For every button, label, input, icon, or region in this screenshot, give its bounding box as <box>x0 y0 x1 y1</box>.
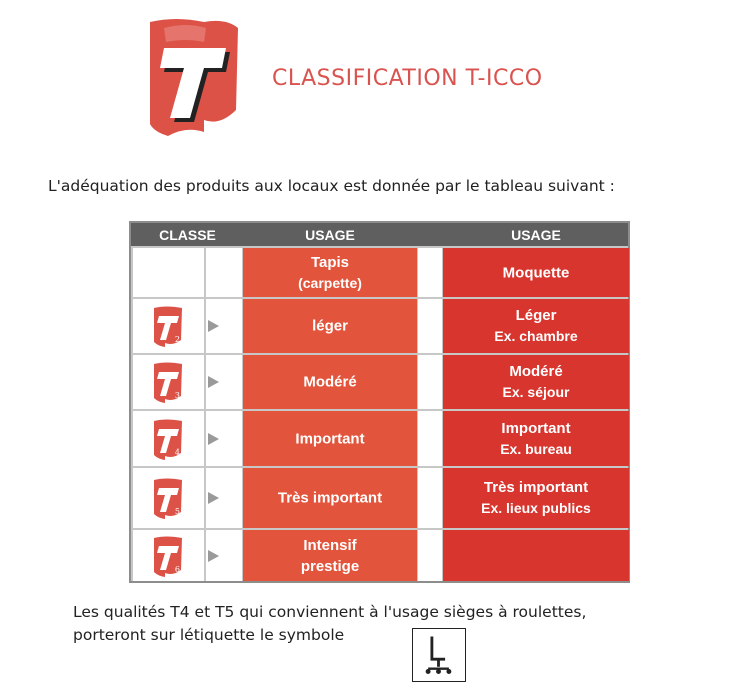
table-row <box>131 468 628 528</box>
usage2-line: Ex. séjour <box>502 384 570 400</box>
t-class-icon <box>151 360 185 404</box>
usage1-line: Tapis <box>310 253 350 271</box>
arrow-icon <box>208 376 219 388</box>
office-chair-icon <box>413 629 464 680</box>
usage1-line: Intensif <box>303 536 357 554</box>
class-number: 3 <box>174 391 180 400</box>
usage1-line: léger <box>312 317 348 335</box>
usage2-line: Ex. bureau <box>500 440 572 457</box>
footer-line: porteront sur létiquette le symbole <box>73 626 345 644</box>
table-row-header-usage <box>131 248 628 297</box>
page-title: CLASSIFICATION T-ICCO <box>272 66 543 91</box>
usage2-line: Modéré <box>509 363 563 380</box>
usage1-line: Important <box>295 430 365 447</box>
usage1-line: prestige <box>300 557 360 575</box>
t-class-icon <box>151 304 185 348</box>
usage2-line: Léger <box>515 307 557 324</box>
header-usage-1: USAGE <box>305 227 355 243</box>
table-row <box>131 299 628 353</box>
arrow-icon <box>208 492 219 504</box>
table-row <box>131 530 628 581</box>
usage2-line: Ex. lieux publics <box>481 500 591 516</box>
usage2-line: Très important <box>483 479 589 496</box>
footer-line: Les qualités T4 et T5 qui conviennent à l'usage sièges à roulettes, <box>73 603 587 621</box>
table-row <box>131 355 628 409</box>
intro-text: L'adéquation des produits aux locaux est donnée par le tableau suivant : <box>48 177 615 195</box>
class-number: 4 <box>174 447 180 457</box>
usage2-line: Moquette <box>502 264 570 281</box>
arrow-icon <box>208 550 219 562</box>
table-header <box>131 223 628 246</box>
class-number: 5 <box>174 507 180 516</box>
usage1-line: Très important <box>277 489 383 507</box>
t-class-icon <box>151 476 185 520</box>
arrow-icon <box>208 433 219 445</box>
table-row <box>131 411 628 466</box>
t-class-icon <box>151 534 185 578</box>
class-number: 6 <box>174 564 180 574</box>
class-number: 2 <box>174 335 180 344</box>
office-chair-symbol <box>412 628 466 682</box>
usage2-line: Ex. chambre <box>494 328 578 344</box>
usage1-line: Modéré <box>303 373 357 391</box>
usage2-line: Important <box>501 419 571 437</box>
arrow-icon <box>208 320 219 332</box>
usage1-line: (carpette) <box>298 274 362 291</box>
header-usage-2: USAGE <box>511 227 561 243</box>
t-class-icon <box>151 417 185 461</box>
footer-text <box>73 601 586 647</box>
classification-table <box>129 221 630 583</box>
t-icco-logo <box>146 14 240 142</box>
header-classe: CLASSE <box>159 227 216 243</box>
